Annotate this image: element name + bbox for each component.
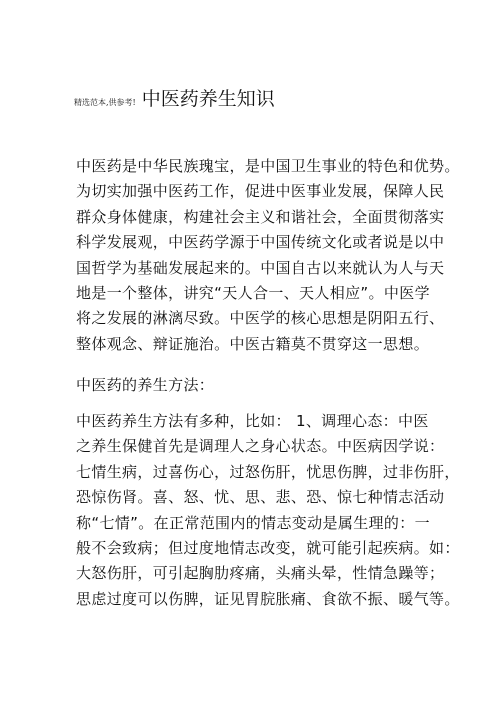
paragraph-line: 国哲学为基础发展起来的。中国自古以来就认为人与天 xyxy=(76,258,445,277)
paragraph-line: 思虑过度可以伤脾，证见胃脘胀痛、食欲不振、暖气等。 xyxy=(76,589,460,608)
section-heading: 中医药的养生方法： xyxy=(76,376,215,394)
paragraph-line: 整体观念、辩证施治。中医古籍莫不贯穿这一思想。 xyxy=(76,334,430,353)
methods-paragraph xyxy=(76,409,460,612)
intro-paragraph xyxy=(76,154,460,357)
reference-note: 精选范本,供参考! xyxy=(74,98,136,107)
document-header xyxy=(74,84,275,111)
paragraph-line: 为切实加强中医药工作，促进中医事业发展，保障人民 xyxy=(76,182,445,201)
paragraph-line: 七情生病，过喜伤心，过怒伤肝，忧思伤脾，过非伤肝， xyxy=(76,462,460,481)
paragraph-line: 地是一个整体，讲究“天人合一、天人相应”。中医学 xyxy=(76,283,430,302)
paragraph-line: 将之发展的淋漓尽致。中医学的核心思想是阴阳五行、 xyxy=(76,309,445,328)
paragraph-line: 般不会致病；但过度地情志改变，就可能引起疾病。如： xyxy=(76,538,460,557)
paragraph-line: 称“七情”。在正常范围内的情志变动是属生理的：一 xyxy=(76,513,430,532)
paragraph-line: 之养生保健首先是调理人之身心状态。中医病因学说： xyxy=(76,437,445,456)
paragraph-line: 中医药是中华民族瑰宝，是中国卫生事业的特色和优势。 xyxy=(76,157,460,175)
paragraph-line: 恐惊伤肾。喜、怒、忧、思、悲、恐、惊七种情志活动 xyxy=(76,488,445,507)
document-title: 中医药养生知识 xyxy=(141,88,275,110)
paragraph-line: 大怒伤肝，可引起胸肋疼痛，头痛头晕，性情急躁等； xyxy=(76,564,445,583)
paragraph-line: 科学发展观，中医药学源于中国传统文化或者说是以中 xyxy=(76,233,445,252)
paragraph-line: 中医药养生方法有多种，比如： 1、调理心态：中医 xyxy=(76,412,429,430)
paragraph-line: 群众身体健康，构建社会主义和谐社会，全面贯彻落实 xyxy=(76,207,445,226)
